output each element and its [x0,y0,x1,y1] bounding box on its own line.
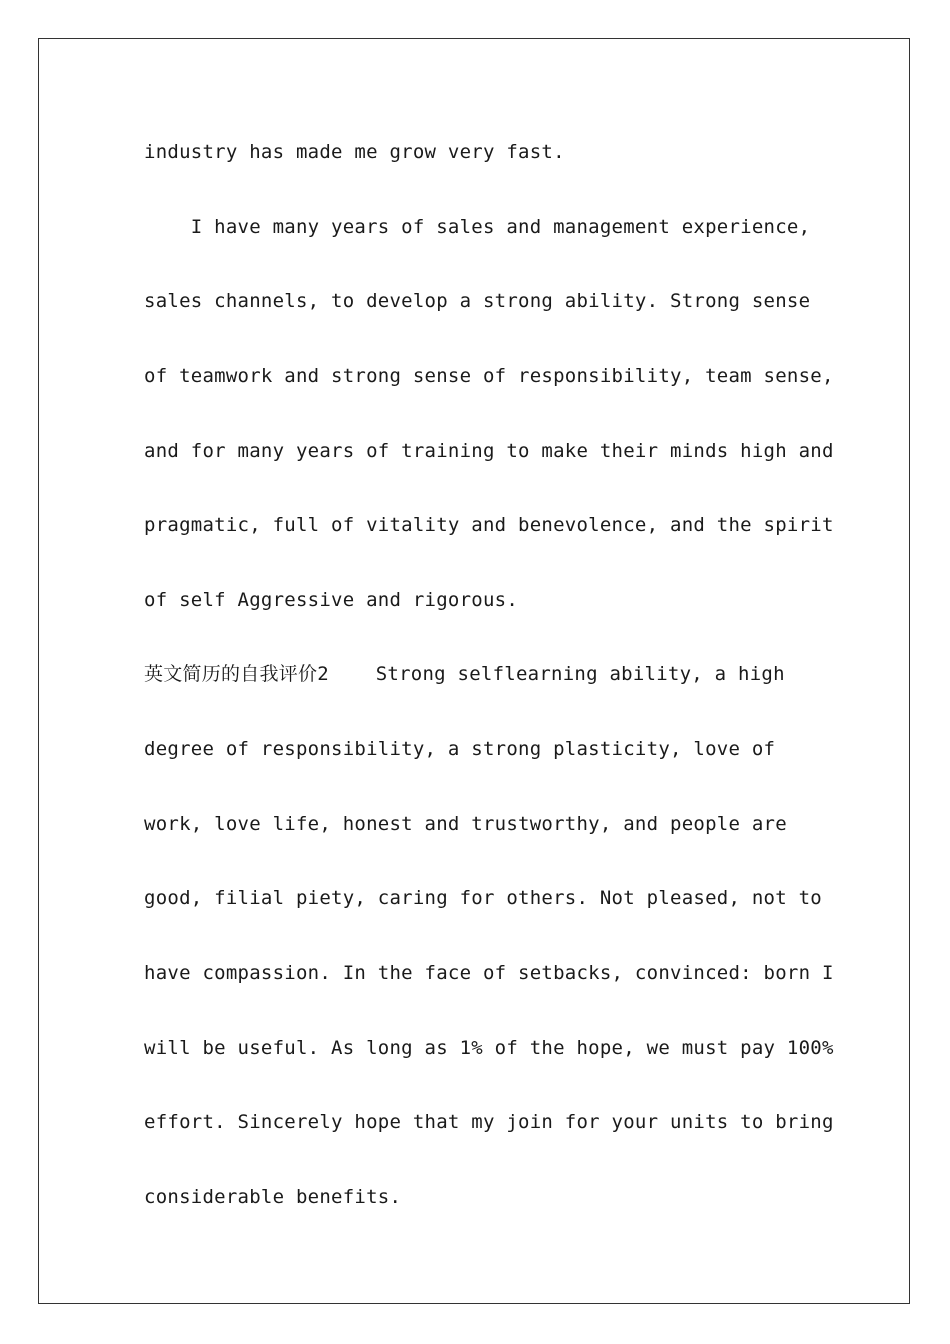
text-line-4: of teamwork and strong sense of responsibility, team sense, [144,365,834,387]
text-line-7: of self Aggressive and rigorous. [144,589,519,611]
text-line-9: degree of responsibility, a strong plasticity, love of [144,738,776,760]
text-line-11: good, filial piety, caring for others. Not pleased, not to [144,887,822,909]
section-heading-line: 英文简历的自我评价2 Strong selflearning ability, a high [144,663,785,685]
text-line-5: and for many years of training to make their minds high and [144,440,834,462]
text-line-12: have compassion. In the face of setbacks, convinced: born I [144,962,834,984]
text-line-13: will be useful. As long as 1% of the hope, we must pay 100% [144,1037,834,1059]
text-line-2: I have many years of sales and management experience, [144,216,811,238]
text-line-15: considerable benefits. [144,1186,402,1208]
text-line-14: effort. Sincerely hope that my join for your units to bring [144,1111,834,1133]
text-line-3: sales channels, to develop a strong ability. Strong sense [144,290,811,312]
text-line-6: pragmatic, full of vitality and benevolence, and the spirit [144,514,834,536]
text-line-10: work, love life, honest and trustworthy, and people are [144,813,787,835]
text-line-1: industry has made me grow very fast. [144,141,565,163]
